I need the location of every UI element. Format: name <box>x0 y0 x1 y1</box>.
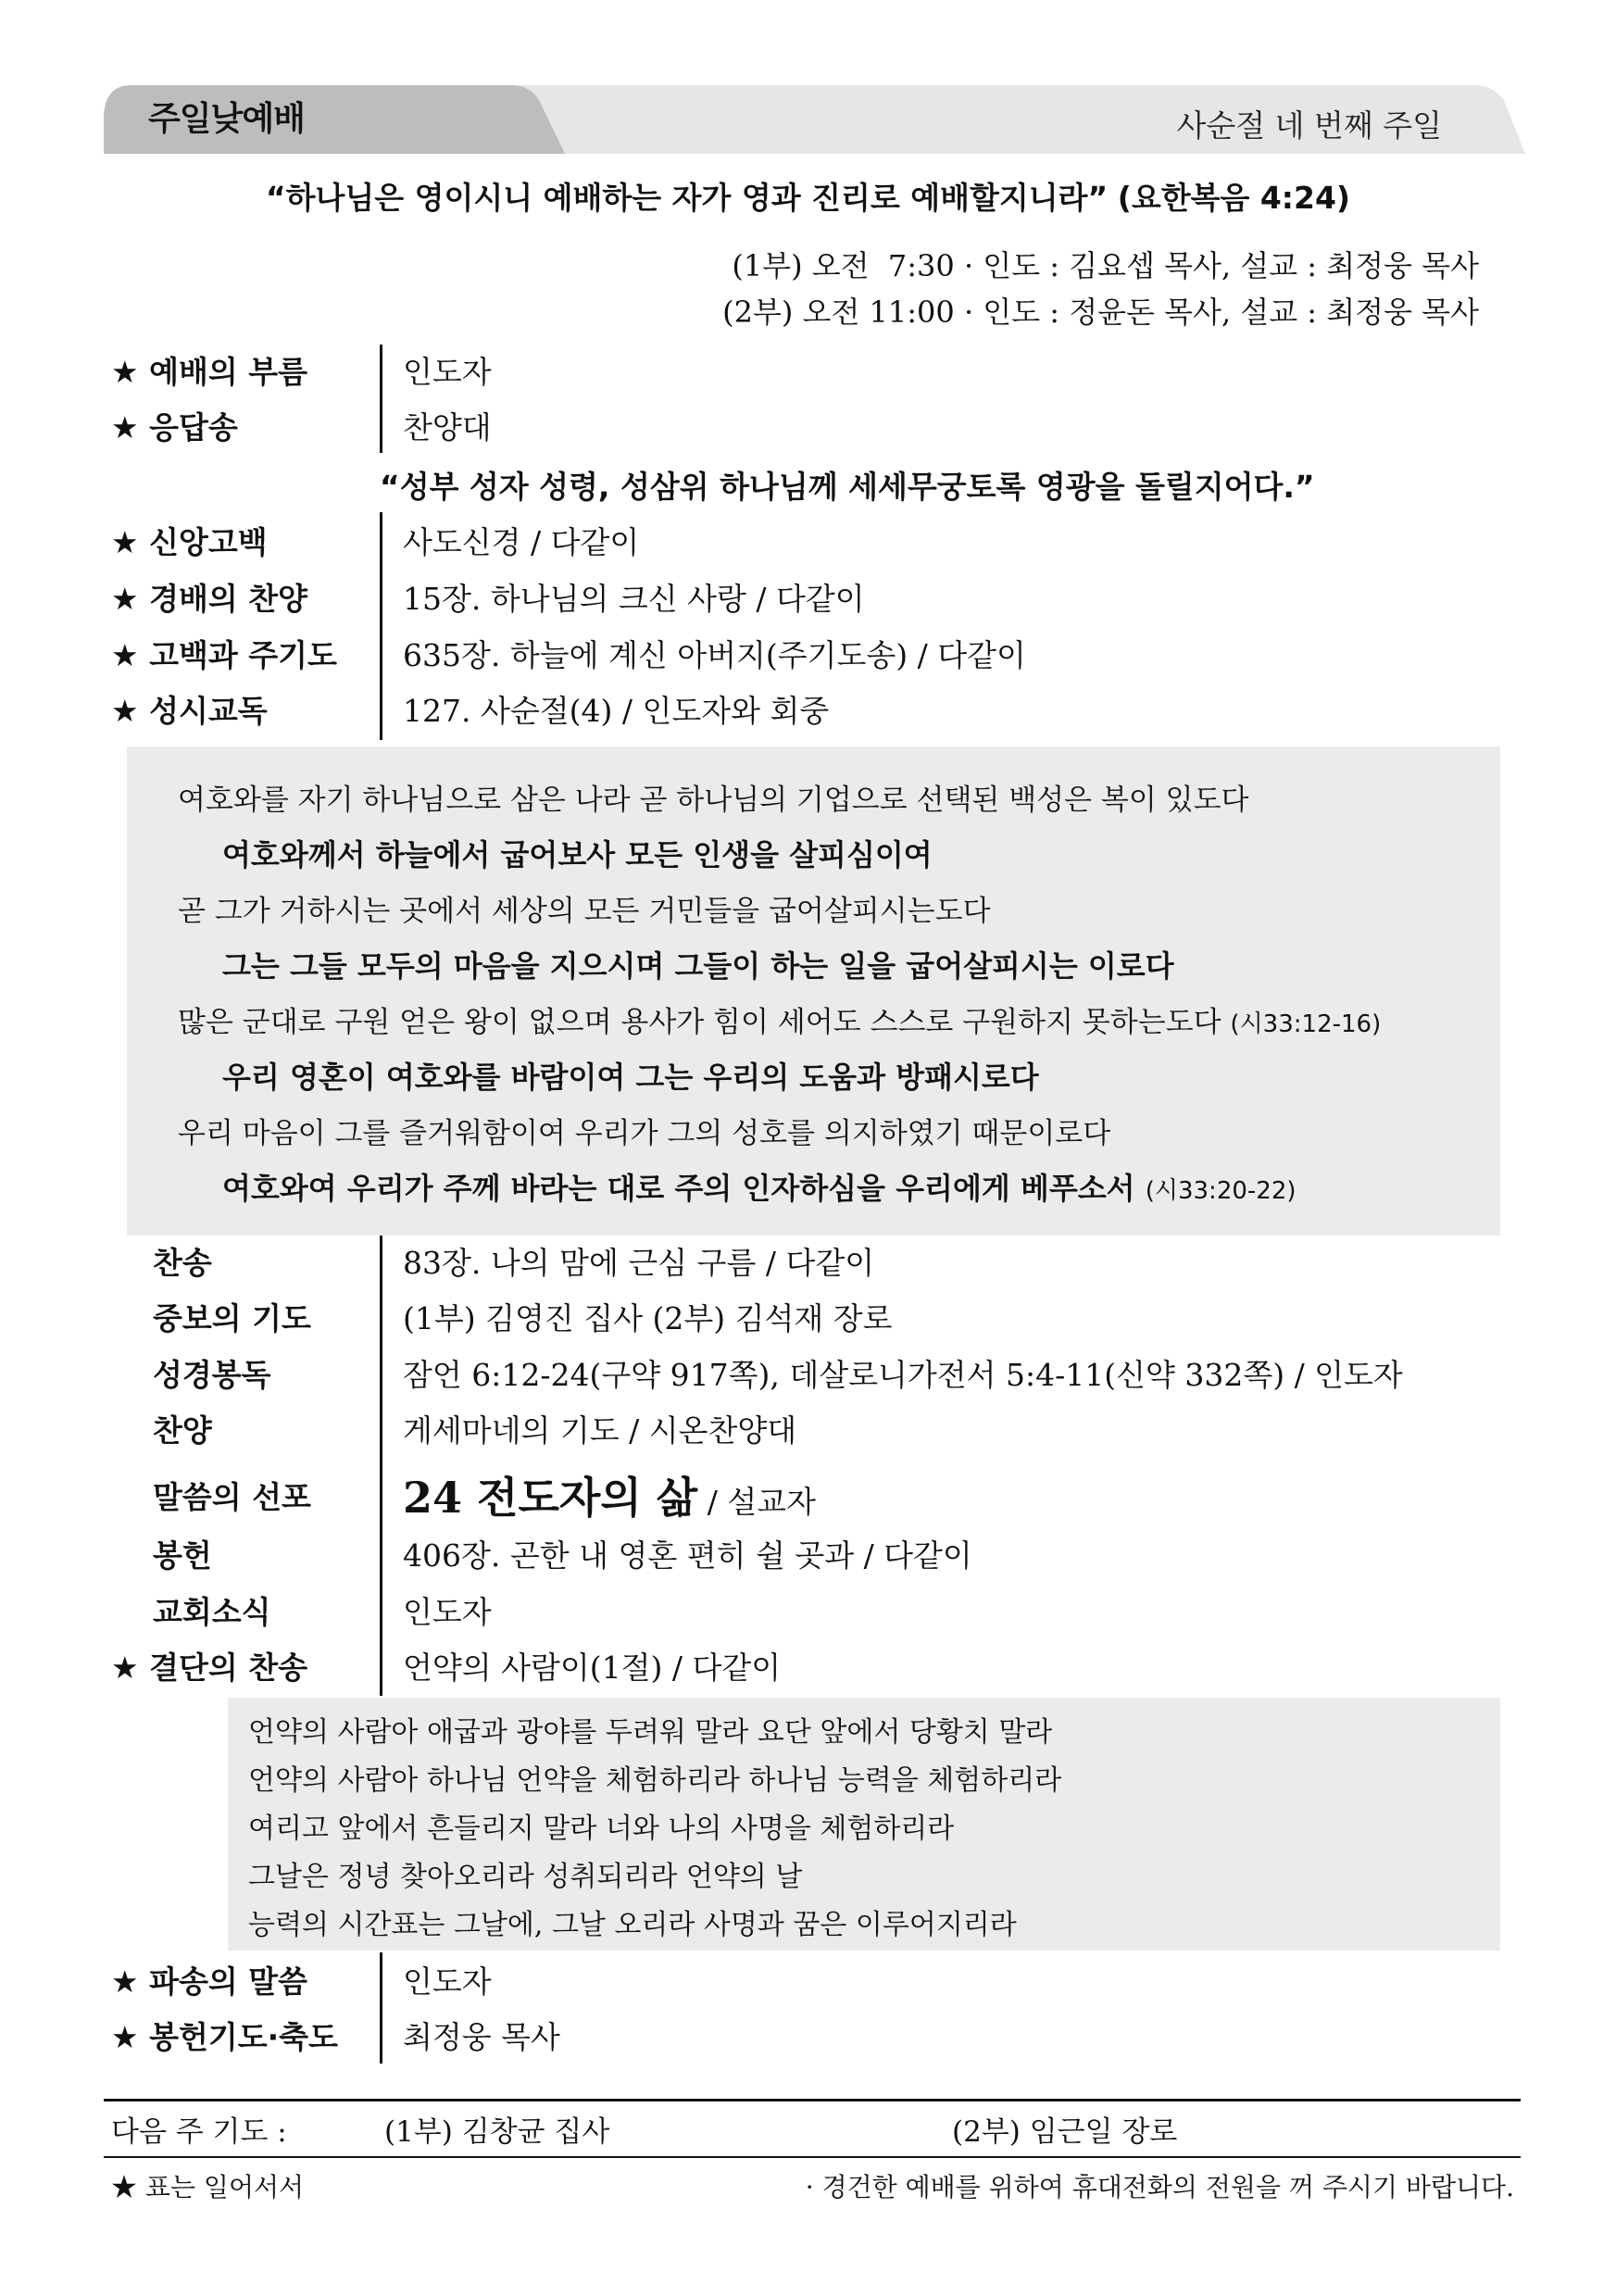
lyric-line: 언약의 사람아 애굽과 광야를 두려워 말라 요단 앞에서 당황치 말라 <box>248 1716 1053 1749</box>
order-item <box>111 1587 1500 1638</box>
reading-line: 여호와께서 하늘에서 굽어보사 모든 인생을 살피심이여 <box>222 837 933 872</box>
standing-note: ★ 표는 일어서서 <box>111 2172 305 2202</box>
order-item <box>111 1956 1500 2008</box>
order-label: 찬양 <box>153 1412 212 1449</box>
order-value: 15장. 하나님의 크신 사랑 / 다같이 <box>403 581 865 617</box>
reading-text: 많은 군대로 구원 얻은 왕이 없으며 용사가 힘이 세어도 스스로 구원하지 못하는도다 <box>178 1006 1231 1039</box>
order-value: 127. 사순절(4) / 인도자와 회중 <box>403 693 830 729</box>
theme-verse <box>0 174 1616 218</box>
order-value: 인도자 <box>403 354 492 390</box>
schedule-line-2: (2부) 오전 11:00 · 인도 : 정윤돈 목사, 설교 : 최정웅 목사 <box>722 295 1479 330</box>
order-label: 교회소식 <box>153 1594 271 1630</box>
order-value: 게세마네의 기도 / 시온찬양대 <box>403 1412 797 1449</box>
order-item <box>111 1405 1500 1457</box>
sermon-value <box>403 1467 816 1533</box>
order-item <box>111 346 1500 398</box>
order-item <box>111 402 1500 454</box>
next-prayer-first: (1부) 김창균 집사 <box>384 2115 610 2149</box>
order-item <box>111 630 1500 682</box>
next-prayer-label: 다음 주 기도 : <box>111 2115 287 2149</box>
order-item <box>111 573 1500 625</box>
order-item <box>111 1349 1500 1401</box>
sermon-item <box>111 1467 1500 1528</box>
order-value: 83장. 나의 맘에 근심 구름 / 다같이 <box>403 1245 875 1281</box>
order-value: (1부) 김영진 집사 (2부) 김석재 장로 <box>403 1300 893 1336</box>
reading-line: 여호와를 자기 하나님으로 삼은 나라 곧 하나님의 기업으로 선택된 백성은 복이 있도다 <box>178 784 1249 817</box>
reading-line <box>178 998 1381 1040</box>
lyric-line: 능력의 시간표는 그날에, 그날 오리라 사명과 꿈은 이루어지리라 <box>248 1909 1017 1941</box>
reading-ref: (시33:20-22) <box>1145 1177 1297 1205</box>
order-label: ★ 고백과 주기도 <box>111 637 337 673</box>
order-value: 406장. 곤한 내 영혼 편히 쉴 곳과 / 다같이 <box>403 1537 972 1574</box>
sermon-title: 24 전도자의 삶 <box>403 1473 698 1523</box>
order-label: ★ 파송의 말씀 <box>111 1964 307 2000</box>
reading-line: 우리 마음이 그를 즐거워함이여 우리가 그의 성호를 의지하였기 때문이로다 <box>178 1117 1111 1150</box>
order-label: ★ 결단의 찬송 <box>111 1650 307 1686</box>
page-title: 주일낮예배 <box>148 100 305 138</box>
responsive-reading-box <box>127 747 1500 1236</box>
footer-rule <box>104 2156 1521 2158</box>
lyric-line: 언약의 사람아 하나님 언약을 체험하리라 하나님 능력을 체험하리라 <box>248 1764 1062 1797</box>
order-item <box>111 1237 1500 1289</box>
order-label: ★ 예배의 부름 <box>111 354 307 390</box>
order-item <box>111 1530 1500 1582</box>
phone-note: · 경건한 예배를 위하여 휴대전화의 전원을 꺼 주시기 바랍니다. <box>805 2172 1514 2202</box>
order-value: 인도자 <box>403 1594 492 1630</box>
order-label: ★ 경배의 찬양 <box>111 581 307 617</box>
schedule-line-1: (1부) 오전 7:30 · 인도 : 김요셉 목사, 설교 : 최정웅 목사 <box>732 248 1479 283</box>
order-label: ★ 응답송 <box>111 409 238 445</box>
lyric-line: 여리고 앞에서 흔들리지 말라 너와 나의 사명을 체험하리라 <box>248 1813 955 1845</box>
page-subtitle: 사순절 네 번째 주일 <box>1176 107 1442 144</box>
order-item <box>111 1642 1500 1694</box>
order-item <box>111 685 1500 737</box>
reading-line: 우리 영혼이 여호와를 바람이여 그는 우리의 도움과 방패시로다 <box>222 1060 1039 1095</box>
order-value: 언약의 사람이(1절) / 다같이 <box>403 1650 782 1686</box>
footer-rule <box>104 2099 1521 2102</box>
sermon-label: 말씀의 선포 <box>153 1479 311 1515</box>
order-label: 중보의 기도 <box>153 1300 311 1336</box>
theme-quote: “하나님은 영이시니 예배하는 자가 영과 진리로 예배할지니라” <box>265 180 1109 216</box>
reading-text: 여호와여 우리가 주께 바라는 대로 주의 인자하심을 우리에게 베푸소서 <box>222 1171 1146 1206</box>
reading-line: 곧 그가 거하시는 곳에서 세상의 모든 거민들을 굽어살피시는도다 <box>178 895 991 928</box>
reading-ref: (시33:12-16) <box>1230 1010 1382 1038</box>
order-value: 잠언 6:12-24(구약 917쪽), 데살로니가전서 5:4-11(신약 332쪽) / 인도자 <box>403 1357 1403 1393</box>
order-label: ★ 봉헌기도·축도 <box>111 2019 338 2055</box>
lyric-line: 그날은 정녕 찾아오리라 성취되리라 언약의 날 <box>248 1861 803 1893</box>
order-label: 봉헌 <box>153 1537 212 1574</box>
reading-line: 그는 그들 모두의 마음을 지으시며 그들이 하는 일을 굽어살피시는 이로다 <box>222 948 1174 984</box>
order-label: ★ 성시교독 <box>111 693 268 729</box>
next-prayer-second: (2부) 임근일 장로 <box>952 2115 1178 2149</box>
order-value: 사도신경 / 다같이 <box>403 524 640 560</box>
order-value: 635장. 하늘에 계신 아버지(주기도송) / 다같이 <box>403 637 1026 673</box>
order-label: ★ 신앙고백 <box>111 524 268 560</box>
order-item <box>111 2012 1500 2064</box>
order-label: 성경봉독 <box>153 1357 271 1393</box>
order-value: 찬양대 <box>403 409 492 445</box>
reading-line <box>222 1165 1297 1208</box>
order-item <box>111 1293 1500 1345</box>
order-label: 찬송 <box>153 1245 212 1281</box>
order-value: 인도자 <box>403 1964 492 2000</box>
doxology: “성부 성자 성령, 성삼위 하나님께 세세무궁토록 영광을 돌릴지어다.” <box>380 469 1315 505</box>
theme-reference: (요한복음 4:24) <box>1117 180 1350 216</box>
order-value: 최정웅 목사 <box>403 2019 560 2055</box>
sermon-by: / 설교자 <box>697 1484 816 1520</box>
order-item <box>111 517 1500 569</box>
